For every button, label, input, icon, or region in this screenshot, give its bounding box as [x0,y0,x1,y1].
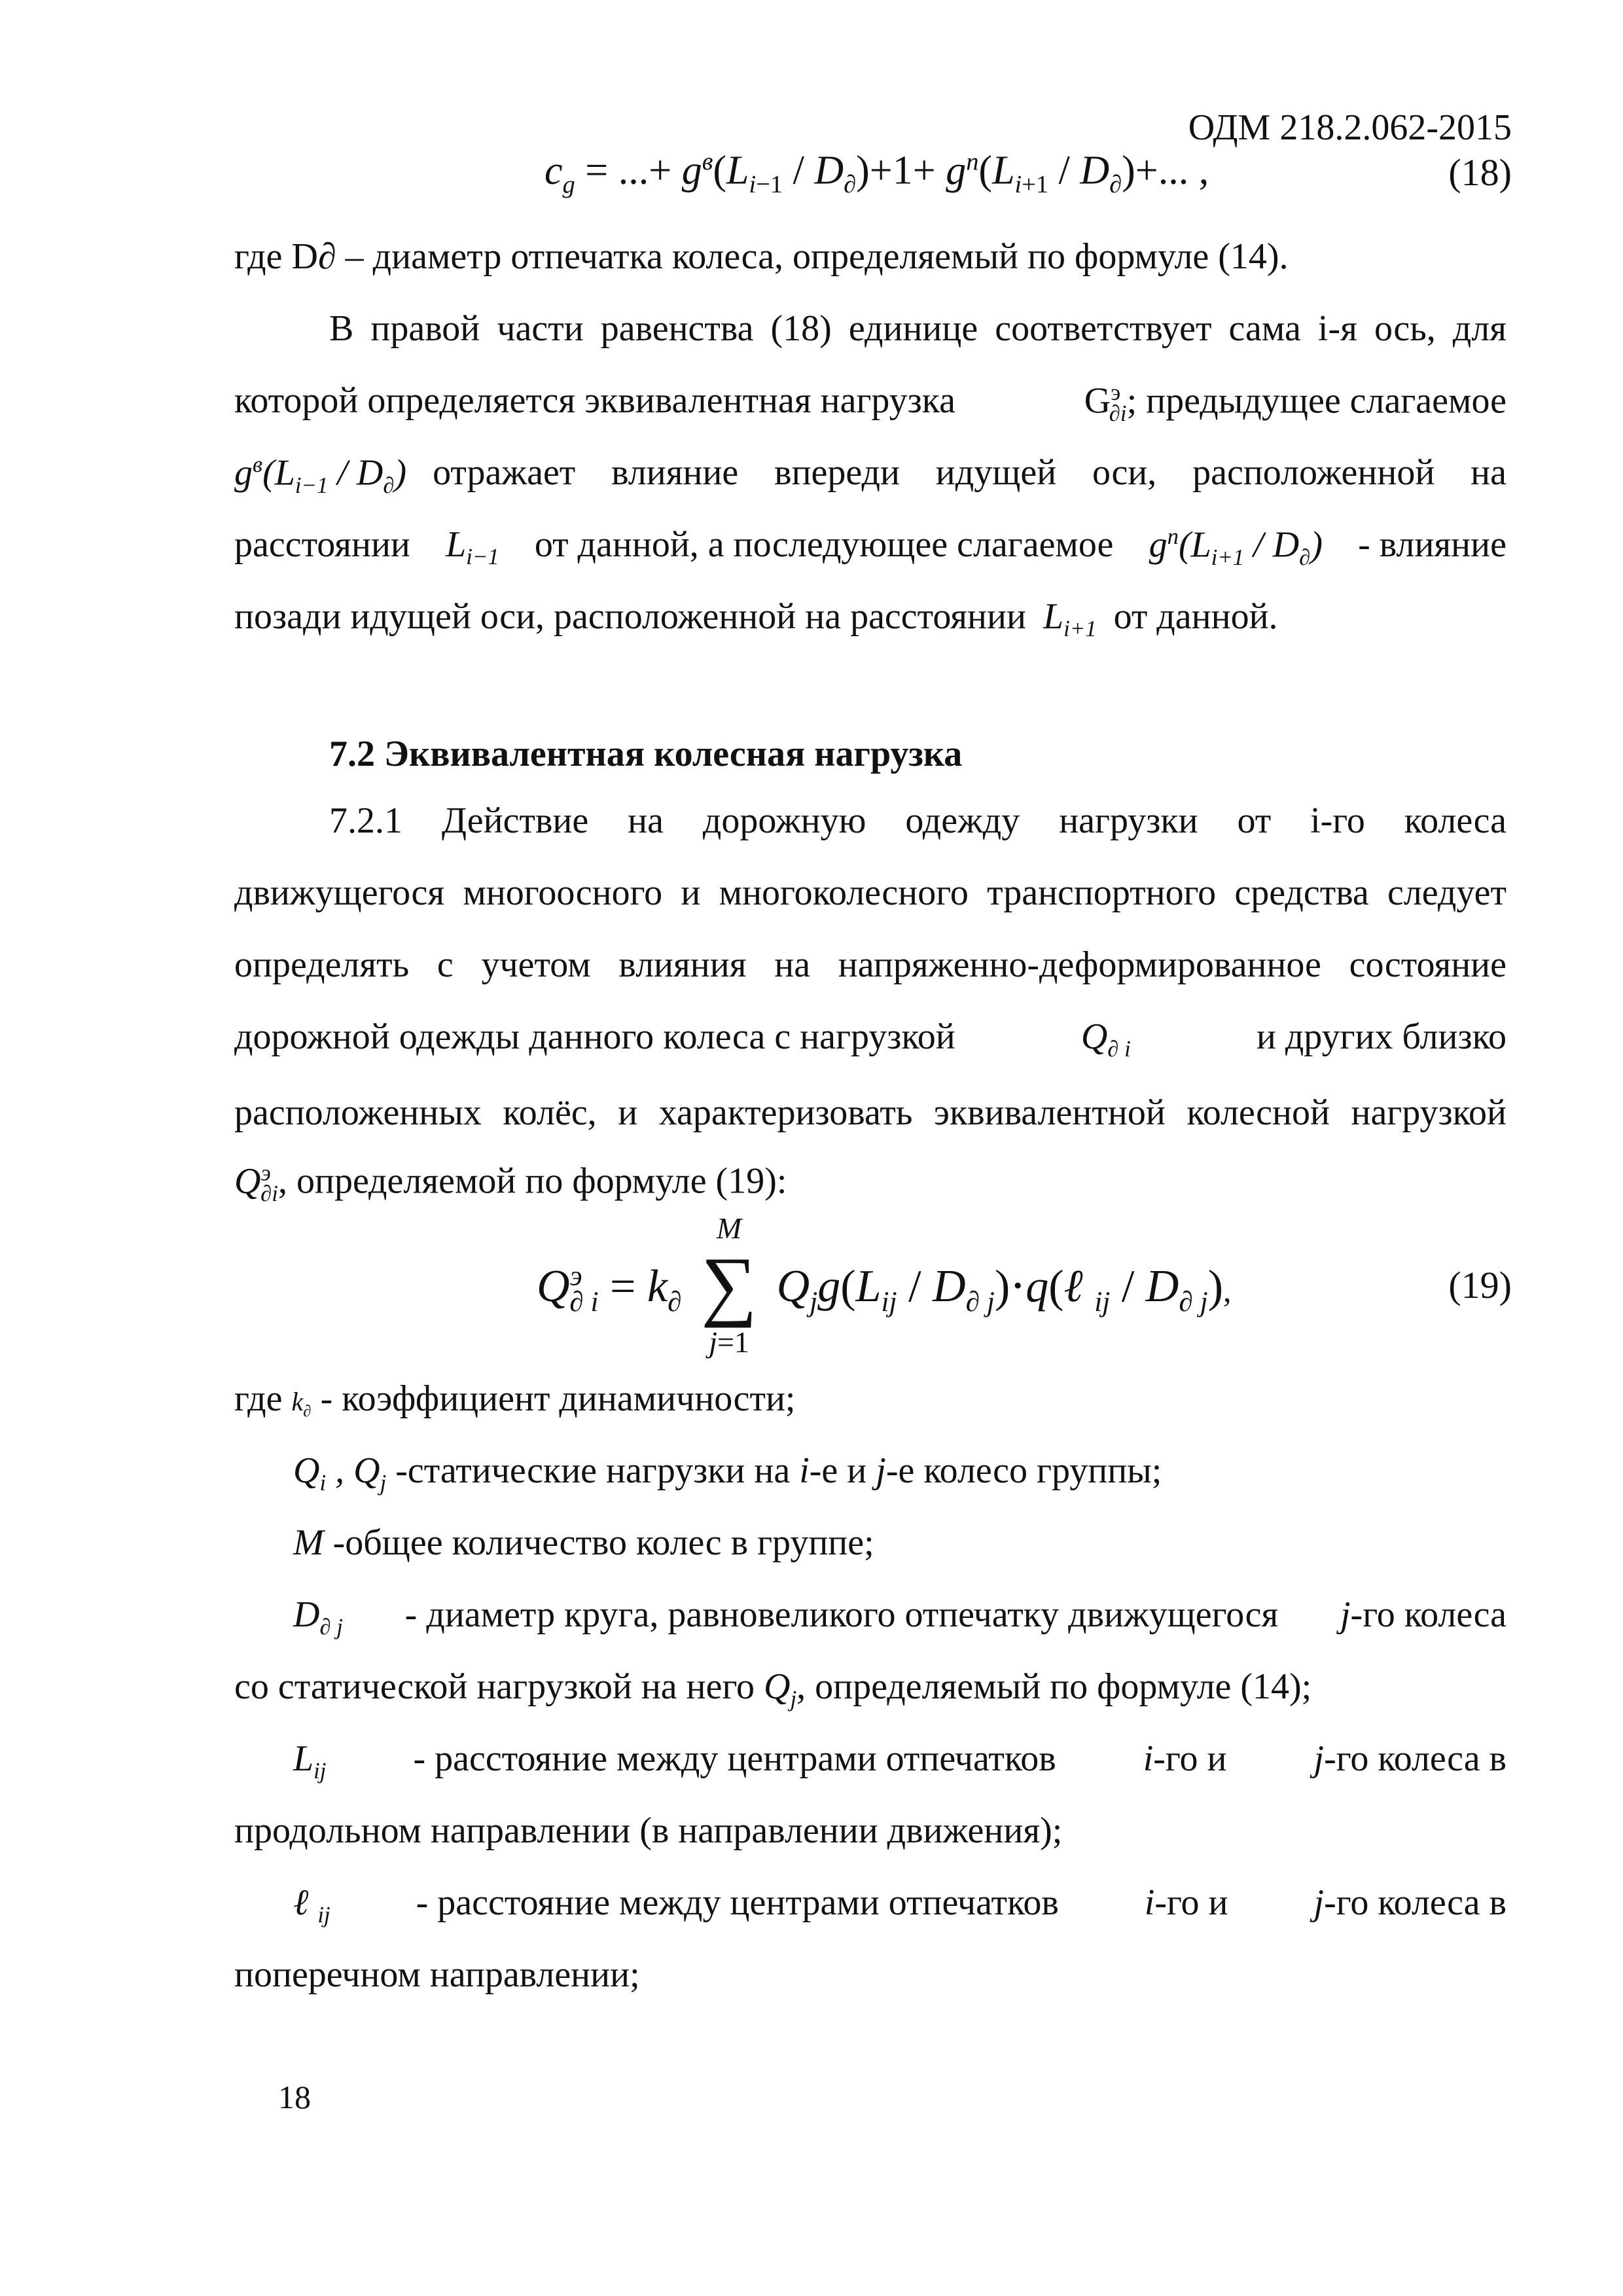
paragraph-text: i-го и [1143,1738,1227,1779]
paragraph-text: которой определяется эквивалентная нагрузка [234,380,956,421]
formula-q-equiv: $Q^э_{\partial i}$ [234,1160,278,1206]
document-code: ОДМ 218.2.062-2015 [1188,107,1512,148]
formula-g-rear: $g^n(L_{i+1} / D_\partial)$ [1149,524,1323,570]
definition-tij [293,1882,1507,1928]
paragraph-text: и других близко [1256,1016,1507,1057]
paragraph-text: - расстояние между центрами отпечатков [416,1882,1059,1923]
paragraph-text: j-го колеса в [1313,1882,1507,1923]
formula-l-prev: $L_{i-1}$ [446,524,499,570]
formula-l-next: $L_{i+1}$ [1043,596,1097,642]
formula-g-equiv: $G^э_{\partial i}$; предыдущее слагаемое [1084,380,1507,426]
where-d-definition: где D∂ – диаметр отпечатка колеса, определяемый по формуле (14). [234,236,1289,277]
formula-19: $Q^э_{\partial i} = k_\partial$ M ∑ j=1 $Q_jg(L_{ij}$ / $D_{\partial j})\cdot q(\ell$ $_{ij} / D_{\partial j}$), [537,1211,1232,1359]
paragraph-text: отражает влияние впереди идущей оси, расположенной на [433,452,1507,493]
paragraph-text: - расстояние между центрами отпечатков [413,1738,1056,1779]
page-number: 18 [278,2079,311,2115]
paragraph-text: - влияние [1358,524,1507,565]
paragraph-text: от данной, а последующее слагаемое [534,524,1114,565]
paragraph-text: i-го и [1144,1882,1228,1923]
formula-dj: $D_{\partial j}$ [293,1594,343,1640]
paragraph-line [234,452,1507,499]
paragraph-text: j-го колеса [1340,1594,1507,1635]
paragraph-line: позади идущей оси, расположенной на расстоянии $L_{i+1}$ от данной. [234,596,1278,642]
formula-18-number: (18) [1448,151,1512,194]
formula-18: $c_g$ = ...+ $g^в(L_{i-1} / D_\partial)+1+ g^n(L_{i+1} / D_\partial)+$... , [544,148,1209,199]
definition-m: M -общее количество колес в группе; [293,1522,874,1563]
formula-g-front: $g^в(L_{i-1} / D_\partial)$ [234,452,407,498]
paragraph-line [234,1016,1507,1062]
paragraph-text: расстоянии [234,524,410,565]
paragraph-text: j-го колеса в [1313,1738,1507,1779]
definition-dj-cont: со статической нагрузкой на него $Q_j$, определяемый по формуле (14); [234,1666,1312,1712]
paragraph-line [234,380,1507,427]
definition-q: $Q_i$ , $Q_j$ -статические нагрузки на i-е и j-е колесо группы; [293,1450,1162,1496]
paragraph-line: движущегося многоосного и многоколесного транспортного средства следует [234,872,1507,913]
formula-ell-ij: ℓ $_{ij}$ [293,1882,330,1928]
formula-19-number: (19) [1448,1264,1512,1306]
paragraph-line: $Q^э_{\partial i}$, определяемой по формуле (19): [234,1160,787,1206]
paragraph-line [234,524,1507,571]
definition-lij-cont: продольном направлении (в направлении движения); [234,1810,1063,1851]
summation-symbol: M ∑ j=1 [701,1211,757,1359]
formula-q-di: $Q_{\partial i}$ [1080,1016,1131,1062]
paragraph-line: определять с учетом влияния на напряженно-деформированное состояние [234,944,1507,985]
paragraph-line: расположенных колёс, и характеризовать эквивалентной колесной нагрузкой [234,1092,1507,1133]
definition-tij-cont: поперечном направлении; [234,1954,640,1995]
definition-kd: где $k_\partial$ - коэффициент динамичности; [234,1378,796,1420]
section-heading: 7.2 Эквивалентная колесная нагрузка [329,734,963,774]
definition-lij [293,1738,1507,1784]
formula-lij: $L_{ij}$ [293,1738,327,1784]
paragraph-line: В правой части равенства (18) единице соответствует сама i-я ось, для [329,308,1507,349]
definition-dj [293,1594,1507,1640]
paragraph-text: - диаметр круга, равновеликого отпечатку движущегося [404,1594,1279,1635]
paragraph-text: дорожной одежды данного колеса с нагрузкой [234,1016,955,1057]
paragraph-line: 7.2.1 Действие на дорожную одежду нагрузки от i-го колеса [329,800,1507,841]
